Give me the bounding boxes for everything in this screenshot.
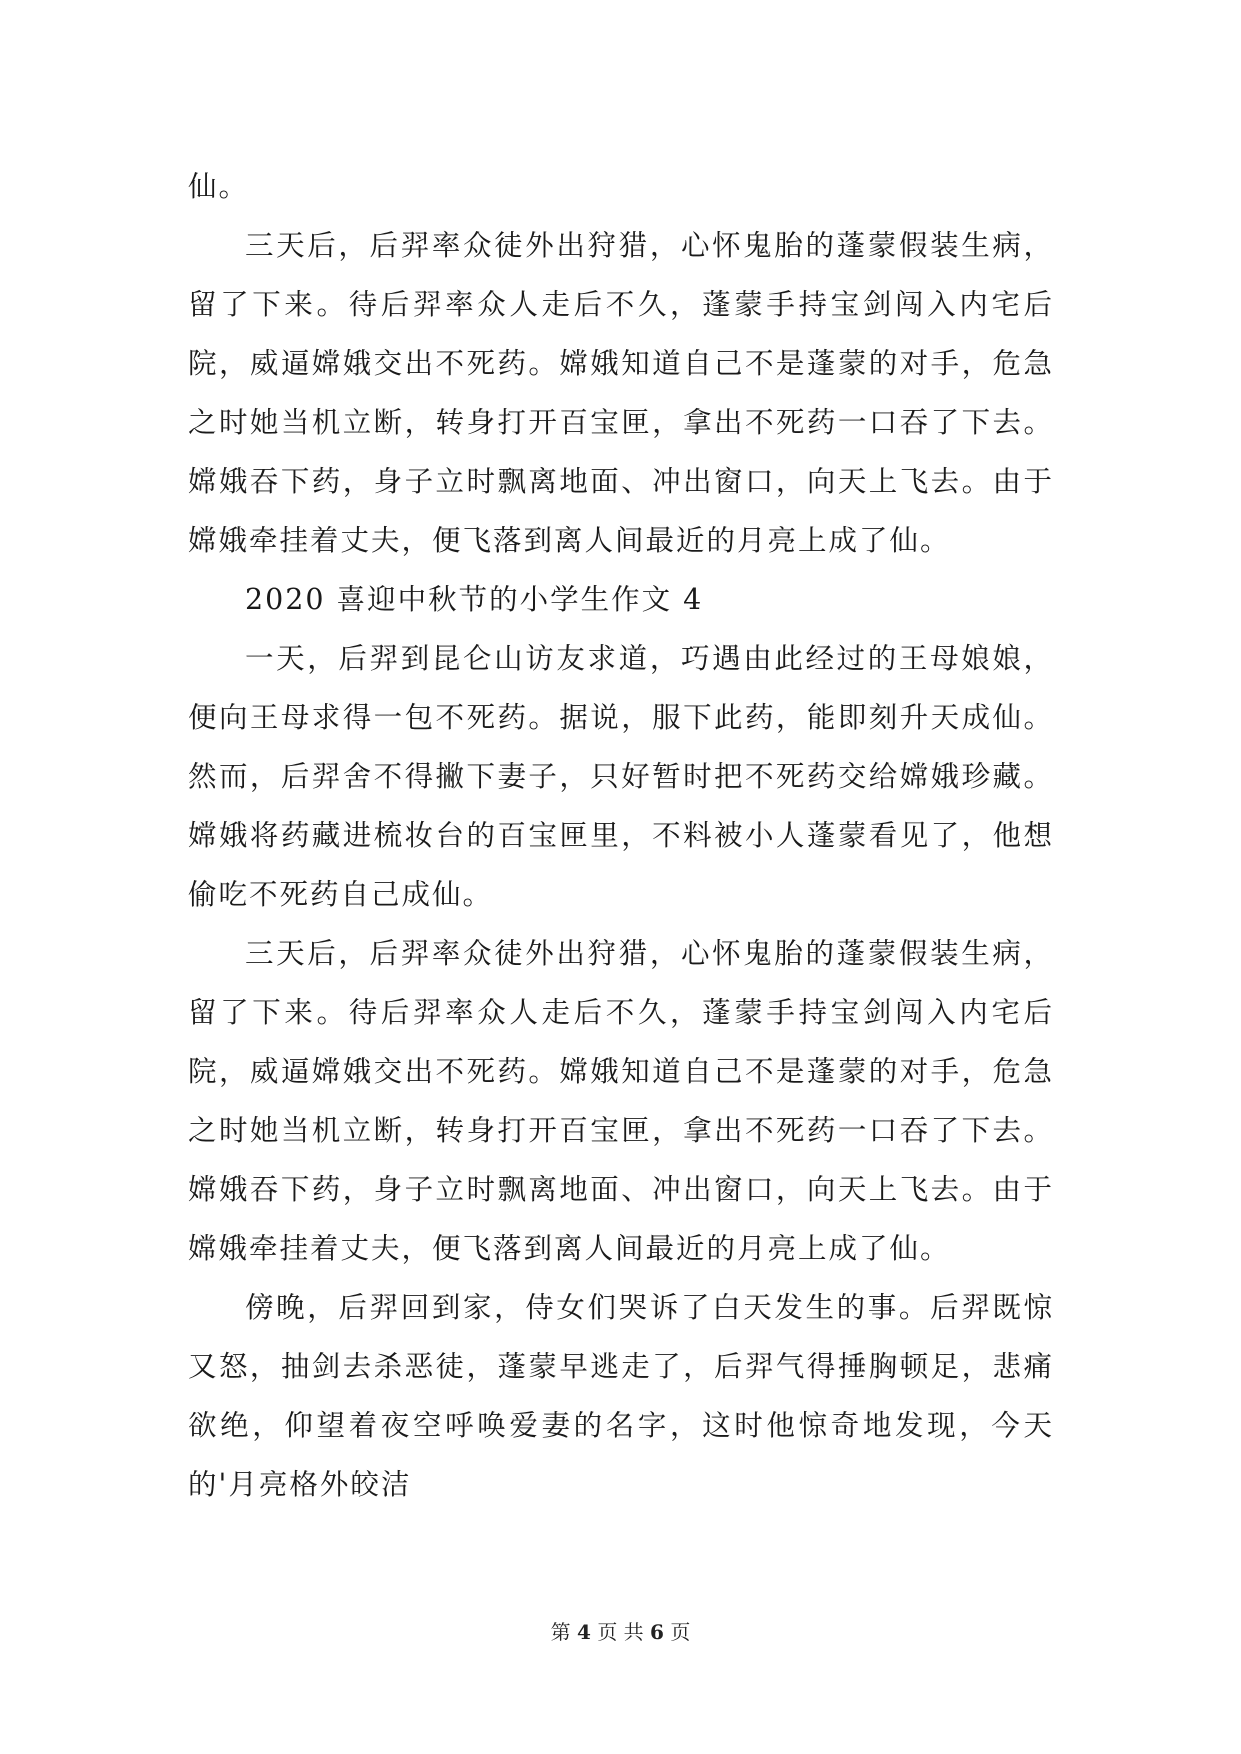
paragraph: 三天后，后羿率众徒外出狩猎，心怀鬼胎的蓬蒙假装生病，留了下来。待后羿率众人走后不久，蓬蒙手持宝剑闯入内宅后院，威逼嫦娥交出不死药。嫦娥知道自己不是蓬蒙的对手，危急之时她当机立断，转身打开百宝匣，拿出不死药一口吞了下去。嫦娥吞下药，身子立时飘离地面、冲出窗口，向天上飞去。由于嫦娥牵挂着丈夫，便飞落到离人间最近的月亮上成了仙。 <box>188 937 1054 1265</box>
paragraph: 一天，后羿到昆仑山访友求道，巧遇由此经过的王母娘娘，便向王母求得一包不死药。据说，服下此药，能即刻升天成仙。然而，后羿舍不得撇下妻子，只好暂时把不死药交给嫦娥珍藏。嫦娥将药藏进梳妆台的百宝匣里，不料被小人蓬蒙看见了，他想偷吃不死药自己成仙。 <box>188 642 1054 911</box>
footer-suffix: 页 <box>670 1620 691 1644</box>
paragraph: 傍晚，后羿回到家，侍女们哭诉了白天发生的事。后羿既惊又怒，抽剑去杀恶徒，蓬蒙早逃走了，后羿气得捶胸顿足，悲痛欲绝，仰望着夜空呼唤爱妻的名字，这时他惊奇地发现，今天的'月亮格外皎洁 <box>188 1291 1054 1501</box>
footer-prefix: 第 <box>550 1620 571 1644</box>
paragraph-continuation: 仙。 <box>188 170 250 203</box>
footer-middle: 页 共 <box>597 1620 644 1644</box>
document-body <box>188 157 1054 1514</box>
total-page-number: 6 <box>650 1620 664 1644</box>
page-footer <box>0 1618 1241 1646</box>
paragraph: 三天后，后羿率众徒外出狩猎，心怀鬼胎的蓬蒙假装生病，留了下来。待后羿率众人走后不久，蓬蒙手持宝剑闯入内宅后院，威逼嫦娥交出不死药。嫦娥知道自己不是蓬蒙的对手，危急之时她当机立断，转身打开百宝匣，拿出不死药一口吞了下去。嫦娥吞下药，身子立时飘离地面、冲出窗口，向天上飞去。由于嫦娥牵挂着丈夫，便飞落到离人间最近的月亮上成了仙。 <box>188 229 1054 557</box>
current-page-number: 4 <box>577 1620 591 1644</box>
section-heading: 2020 喜迎中秋节的小学生作文 4 <box>245 583 704 616</box>
